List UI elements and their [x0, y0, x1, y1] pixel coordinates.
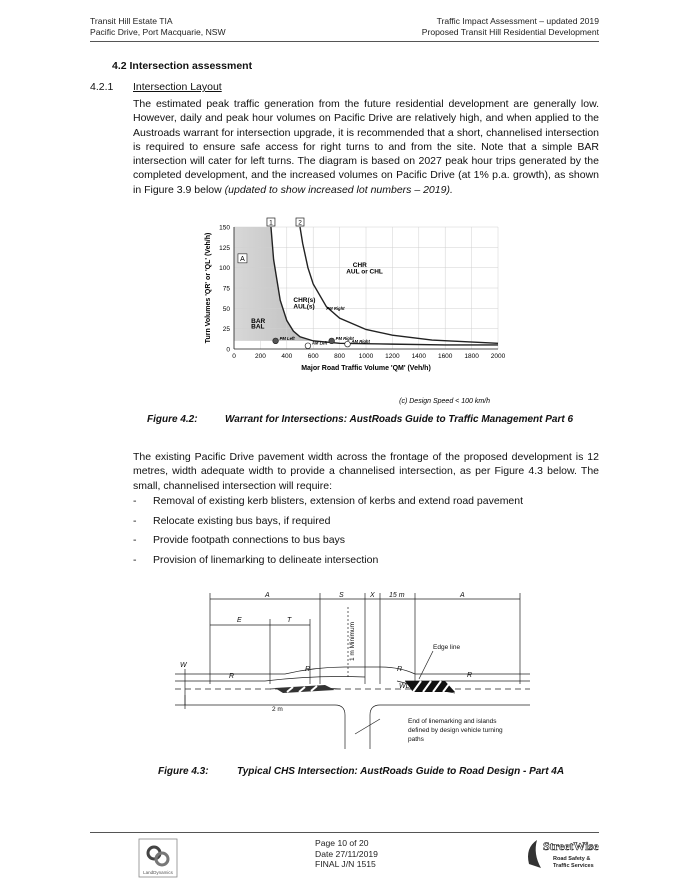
list-item: - Provide footpath connections to bus bays: [133, 534, 346, 546]
x-tick-label: 0: [232, 353, 236, 360]
paragraph-1-text: The estimated peak traffic generation from the future residential development are generally low. However, daily and peak hour volumes on Pacific Drive are relatively high, and when applied to the Austroads warrant for intersection upgrade, it is recommended that a short, channelised intersection is required to ensure safe access for right turns to and from the site. Note that a simple BAR intersection will cater for left turns. The diagram is based on 2027 peak hour trips generated by the completed development, and the increased volumes on Pacific Drive (at 1% p.a. growth), as shown in Figure 3.9 below: [133, 98, 599, 196]
mark-wl: WL: [399, 683, 410, 690]
dim-t: T: [287, 617, 292, 624]
header-doc-subtitle: Proposed Transit Hill Residential Development: [421, 27, 599, 37]
figure-4-3-label: Figure 4.3:: [158, 766, 209, 777]
data-point: [273, 338, 279, 344]
x-tick-label: 1200: [385, 353, 400, 360]
paragraph-2: The existing Pacific Drive pavement width across the frontage of the proposed development is 12 metres, width adequate width to provide a channelised intersection, as per Figure 4.3 below. The small, channelised intersection will require:: [133, 451, 599, 492]
series-label: 1: [269, 219, 273, 227]
min-label: 1 m Minimum: [349, 621, 356, 661]
land-dynamics-logo: [137, 837, 179, 879]
region-label: CHR(s): [293, 296, 316, 304]
y-tick-label: 75: [222, 285, 230, 293]
mark-r4: R: [467, 672, 473, 679]
y-tick-label: 100: [219, 265, 230, 273]
y-tick-label: 125: [219, 244, 230, 252]
point-label: PM Right: [335, 335, 354, 341]
dim-x: X: [370, 592, 375, 599]
warrant-chart: [198, 217, 508, 407]
x-tick-label: 1000: [358, 353, 374, 360]
list-item: - Relocate existing bus bays, if required: [133, 514, 331, 527]
series-line-1: [271, 227, 498, 345]
region-a-shade: [234, 227, 316, 341]
series-label: 2: [298, 219, 302, 227]
mark-r1: R: [229, 673, 235, 680]
x-tick-label: 400: [281, 353, 293, 360]
end-note-3: paths: [408, 736, 424, 743]
figure-4-2-label: Figure 4.2:: [147, 414, 198, 425]
header-left: [90, 16, 226, 38]
y-tick-label: 50: [222, 305, 230, 313]
header-doc-title: Traffic Impact Assessment – updated 2019: [436, 16, 599, 26]
x-axis-label: Major Road Traffic Volume 'QM' (Veh/h): [301, 365, 431, 372]
end-note-1: End of linemarking and islands: [408, 718, 497, 725]
chart-note: (c) Design Speed < 100 km/h: [399, 398, 490, 405]
subsection-title: Intersection Layout: [133, 81, 222, 93]
chart-plot-area: [205, 218, 506, 405]
x-tick-label: 600: [307, 353, 319, 360]
figure-4-2-caption: Warrant for Intersections: AustRoads Guide to Traffic Management Part 6: [225, 414, 574, 425]
header-project: Transit Hill Estate TIA: [90, 16, 173, 26]
x-tick-label: 1400: [411, 353, 427, 360]
region-label: AUL or CHL: [346, 268, 383, 276]
point-label: AM Right: [351, 339, 370, 345]
x-tick-label: 2000: [490, 353, 506, 360]
mark-2m: 2 m: [272, 706, 283, 713]
svg-text:StreetWise: StreetWise: [543, 839, 599, 853]
point-label: PM Left: [279, 335, 295, 341]
x-tick-label: 1600: [437, 353, 453, 360]
header-right: [422, 16, 599, 38]
mark-w: W: [180, 662, 187, 669]
svg-text:LandDynamics: LandDynamics: [143, 870, 173, 875]
header-location: Pacific Drive, Port Macquarie, NSW: [90, 27, 226, 37]
dim-a-left: A: [265, 592, 270, 599]
footer-rule: [90, 832, 599, 833]
y-tick-label: 150: [219, 224, 230, 232]
dim-s: S: [339, 592, 344, 599]
region-label: CHR: [352, 261, 367, 269]
requirements-list: [133, 495, 523, 573]
header-rule: [90, 41, 599, 42]
footer-job: FINAL J/N 1515: [315, 859, 376, 869]
end-note-2: defined by design vehicle turning: [408, 727, 503, 734]
dim-e: E: [237, 617, 242, 624]
svg-text:Road Safety &: Road Safety &: [553, 856, 591, 862]
paragraph-1-italic: (updated to show increased lot numbers – 2019).: [224, 183, 453, 196]
region-label: PM Right: [326, 305, 345, 311]
region-label: BAL: [251, 323, 265, 331]
dim-a-right: A: [460, 592, 465, 599]
mark-r3: R: [397, 666, 403, 673]
subsection-number: 4.2.1: [90, 81, 114, 93]
y-tick-label: 0: [226, 346, 230, 354]
section-heading: 4.2 Intersection assessment: [112, 60, 253, 72]
y-axis-label: Turn Volumes 'QR' or 'QL' (Veh/h): [205, 232, 212, 344]
region-label: A: [240, 255, 245, 263]
dim-15m: 15 m: [389, 592, 405, 599]
chs-intersection-diagram: [165, 589, 535, 751]
region-label: AUL(s): [293, 303, 315, 311]
edge-line-label: Edge line: [433, 644, 461, 651]
data-point: [345, 341, 351, 347]
x-tick-label: 800: [334, 353, 346, 360]
footer-info: [315, 838, 378, 870]
footer-date: Date 27/11/2019: [315, 848, 378, 859]
figure-4-3-caption: Typical CHS Intersection: AustRoads Guide to Road Design - Part 4A: [237, 766, 565, 777]
series-line-2: [300, 227, 498, 343]
x-tick-label: 1800: [464, 353, 479, 360]
y-tick-label: 25: [222, 326, 230, 334]
streetwise-logo: [523, 834, 601, 876]
data-point: [305, 343, 311, 349]
page-number: Page 10 of 20: [315, 838, 369, 848]
mark-r2: R: [305, 666, 311, 673]
paragraph-1: [133, 97, 599, 197]
point-label: AM Left: [311, 340, 328, 346]
svg-text:Traffic Services: Traffic Services: [553, 863, 594, 869]
list-item: - Removal of existing kerb blisters, extension of kerbs and extend road pavement: [133, 495, 524, 507]
x-tick-label: 200: [254, 353, 266, 360]
region-label: BAR: [251, 317, 266, 325]
data-point: [329, 338, 335, 344]
list-item: - Provision of linemarking to delineate intersection: [133, 553, 379, 566]
